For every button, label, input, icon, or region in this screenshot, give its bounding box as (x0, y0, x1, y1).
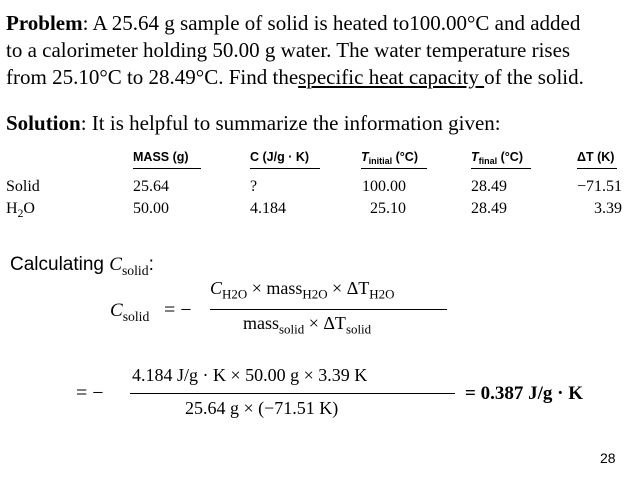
row-solid-mass: 25.64 (133, 178, 169, 195)
specific-heat-capacity-term: specific heat capacity (298, 65, 485, 89)
row-water-delta-t: 3.39 (594, 200, 622, 217)
equals-minus-1: = − (164, 299, 192, 321)
numerator-numeric: 4.184 J/g · K × 50.00 g × 3.39 K (132, 365, 368, 385)
solution-label: Solution (6, 111, 81, 135)
solution-statement: Solution: It is helpful to summarize the information given: (6, 111, 501, 135)
row-water-t-initial: 25.10 (370, 200, 406, 217)
fraction-line-2 (130, 393, 455, 394)
row-water-name: $H_2O$ (6, 200, 35, 221)
data-table (0, 150, 640, 225)
row-water-c: 4.184 (250, 200, 286, 217)
problem-statement (6, 10, 640, 91)
row-solid-c: ? (250, 178, 258, 195)
header-delta-t: ΔT (K) (577, 150, 617, 164)
header-c: C (J/g · K) (250, 150, 320, 164)
problem-label: Problem (6, 11, 83, 35)
row-solid-t-final: 28.49 (471, 178, 507, 195)
row-solid-name: Solid (6, 178, 40, 195)
header-mass: MASS (g) (133, 150, 201, 164)
row-solid-delta-t: −71.51 (577, 178, 623, 195)
denominator-symbolic: mass$_{solid}$ × $\Delta T_{solid}$ (243, 313, 372, 337)
problem-line-1: Problem: A 25.64 g sample of solid is heated to100.00°C and added (6, 11, 581, 35)
calculating-label: Calculating $C_{solid}$: (10, 254, 154, 278)
row-solid-t-initial: 100.00 (362, 178, 406, 195)
lhs-c-solid: $C_{solid}$ (110, 300, 150, 324)
result-value: = 0.387 J/g · K (465, 383, 583, 404)
header-t-initial: $T_{initial}$ (°C) (361, 150, 427, 166)
fraction-line-1 (210, 309, 447, 310)
header-t-final: $T_{final}$ (°C) (471, 150, 531, 166)
denominator-numeric: 25.64 g × (−71.51 K) (185, 398, 339, 418)
equals-minus-2: = − (76, 382, 104, 404)
row-water-mass: 50.00 (133, 200, 169, 217)
numerator-symbolic: $C_{H2O}$ × mass$_{H2O}$ × $\Delta T_{H2O}$ (210, 278, 395, 302)
problem-line-2: to a calorimeter holding 50.00 g water. The water temperature rises (6, 38, 571, 62)
row-water-t-final: 28.49 (471, 200, 507, 217)
page-number: 28 (600, 450, 616, 466)
problem-line-3: from 25.10°C to 28.49°C. Find thespecific heat capacity of the solid. (6, 65, 584, 89)
